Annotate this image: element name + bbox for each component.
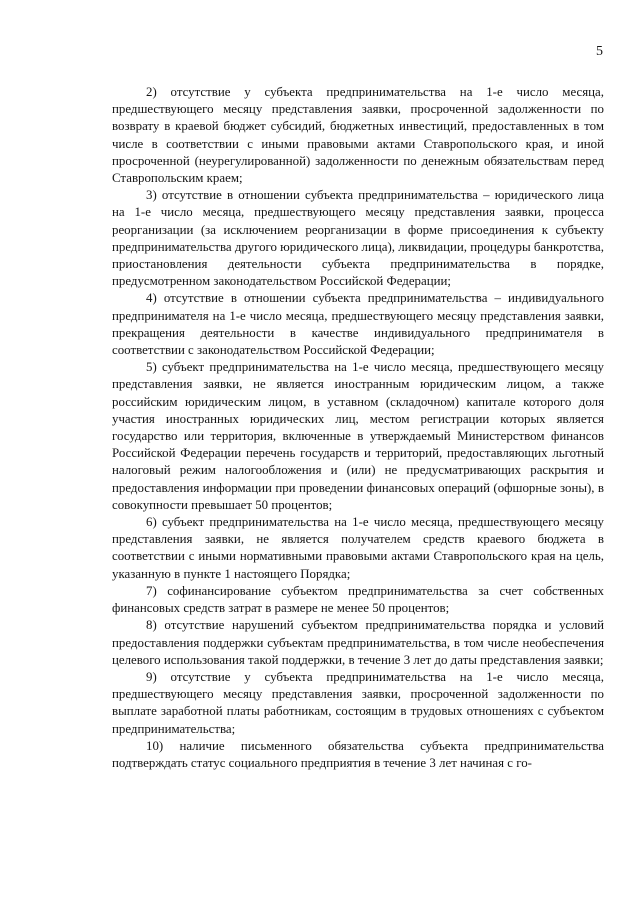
paragraph-item-10: 10) наличие письменного обязательства субъекта предпринимательства подтверждать статус социального предприятия в течение 3 лет начиная с го- bbox=[112, 738, 604, 770]
paragraph-item-5: 5) субъект предпринимательства на 1-е число месяца, предшествующего месяцу представления заявки, не является иностранным юридическим лицом, а также российским юридическим лицом, в уставном (складочном) капитале которого доля участия иностранных юридических лиц, местом регистрации которых является государство или территория, включенные в утверждаемый Министерством финансов Российской Федерации перечень государств и территорий, предоставляющих льготный налоговый режим налогообложения и (или) не предусматривающих раскрытия и предоставления информации при проведении финансовых операций (офшорные зоны), в совокупности превышает 50 процентов; bbox=[112, 360, 604, 512]
document-body bbox=[112, 84, 604, 772]
page-number: 5 bbox=[596, 44, 603, 59]
paragraph-item-9: 9) отсутствие у субъекта предпринимательства на 1-е число месяца, предшествующего месяцу представления заявки, просроченной задолженности по выплате заработной платы работникам, состоящим в трудовых отношениях с субъектом предпринимательства; bbox=[112, 669, 604, 736]
paragraph-item-6: 6) субъект предпринимательства на 1-е число месяца, предшествующего месяцу представления заявки, не является получателем средств краевого бюджета в соответствии с иными нормативными правовыми актами Ставропольского края на цель, указанную в пункте 1 настоящего Порядка; bbox=[112, 515, 604, 581]
paragraph-item-4: 4) отсутствие в отношении субъекта предпринимательства – индивидуального предпринимателя на 1-е число месяца, предшествующего месяцу представления заявки, прекращения деятельности в качестве индивидуального предпринимателя в соответствии с законодательством Российской Федерации; bbox=[112, 291, 604, 358]
paragraph-item-3: 3) отсутствие в отношении субъекта предпринимательства – юридического лица на 1-е число месяца, предшествующего месяцу представления заявки, процесса реорганизации (за исключением реорганизации в форме присоединения к субъекту предпринимательства другого юридического лица), ликвидации, процедуры банкротства, приостановления деятельности субъекта предпринимательства в порядке, предусмотренном законодательством Российской Федерации; bbox=[112, 188, 604, 289]
paragraph-item-7: 7) софинансирование субъектом предпринимательства за счет собственных финансовых средств затрат в размере не менее 50 процентов; bbox=[112, 583, 604, 616]
paragraph-item-2: 2) отсутствие у субъекта предпринимательства на 1-е число месяца, предшествующего месяцу представления заявки, просроченной задолженности по возврату в краевой бюджет субсидий, бюджетных инвестиций, предоставленных в том числе в соответствии с иными правовыми актами Ставропольского края, и иной просроченной (неурегулированной) задолженности по денежным обязательствам перед Ставропольским краем; bbox=[112, 85, 604, 186]
paragraph-item-8: 8) отсутствие нарушений субъектом предпринимательства порядка и условий предоставления поддержки субъектам предпринимательства, в том числе необеспечения целевого использования такой поддержки, в течение 3 лет до даты представления заявки; bbox=[112, 618, 604, 667]
